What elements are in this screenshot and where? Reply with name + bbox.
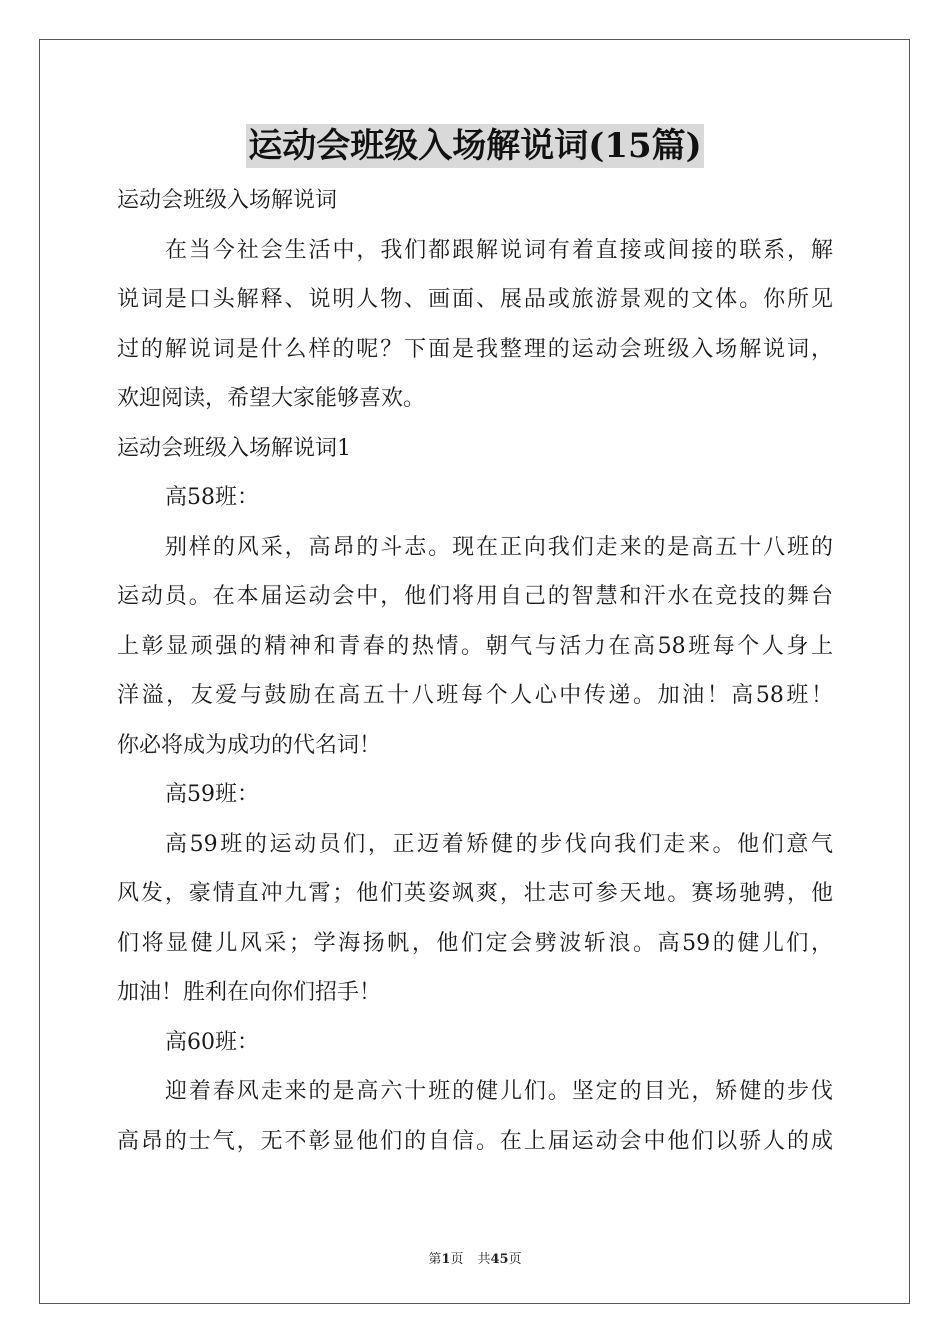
text-line: 风发，豪情直冲九霄；他们英姿飒爽，壮志可参天地。赛场驰骋，他: [117, 881, 833, 906]
title-container: [0, 124, 950, 168]
text-line: 上彰显顽强的精神和青春的热情。朝气与活力在高58班每个人身上: [117, 633, 833, 659]
page-number: 1: [441, 1252, 451, 1267]
text-line: 洋溢，友爱与鼓励在高五十八班每个人心中传递。加油！高58班！: [117, 683, 833, 708]
text-line: 过的解说词是什么样的呢？下面是我整理的运动会班级入场解说词，: [117, 336, 833, 362]
text-line: 高60班：: [165, 1029, 259, 1055]
text-line: 高59班的运动员们，正迈着矫健的步伐向我们走来。他们意气: [165, 831, 833, 857]
text-line: 说词是口头解释、说明人物、画面、展品或旅游景观的文体。你所见: [117, 287, 833, 312]
total-prefix: 共: [477, 1252, 491, 1267]
page-suffix: 页: [450, 1252, 464, 1267]
text-line: 高59班：: [165, 782, 259, 807]
text-line: 别样的风采，高昂的斗志。现在正向我们走来的是高五十八班的: [165, 534, 833, 560]
text-line: 运动会班级入场解说词: [117, 188, 338, 213]
document-body: [117, 176, 833, 1166]
text-line: 高昂的士气，无不彰显他们的自信。在上届运动会中他们以骄人的成: [117, 1128, 833, 1154]
text-line: 高58班：: [165, 485, 259, 510]
page-footer: [0, 1248, 950, 1267]
total-suffix: 页: [508, 1252, 522, 1267]
document-title: 运动会班级入场解说词(15篇): [248, 126, 702, 166]
text-line: 加油！胜利在向你们招手！: [117, 980, 382, 1005]
text-line: 在当今社会生活中，我们都跟解说词有着直接或间接的联系，解: [165, 237, 833, 263]
total-pages: 45: [490, 1252, 509, 1267]
text-line: 运动员。在本届运动会中，他们将用自己的智慧和汗水在竞技的舞台: [117, 584, 833, 609]
page-prefix: 第: [428, 1252, 442, 1267]
text-line: 迎着春风走来的是高六十班的健儿们。坚定的目光，矫健的步伐: [165, 1079, 833, 1104]
text-line: 你必将成为成功的代名词！: [117, 732, 382, 758]
text-line: 们将显健儿风采；学海扬帆，他们定会劈波斩浪。高59的健儿们，: [117, 930, 833, 956]
text-line: 运动会班级入场解说词1: [117, 435, 351, 461]
text-line: 欢迎阅读，希望大家能够喜欢。: [117, 386, 426, 411]
